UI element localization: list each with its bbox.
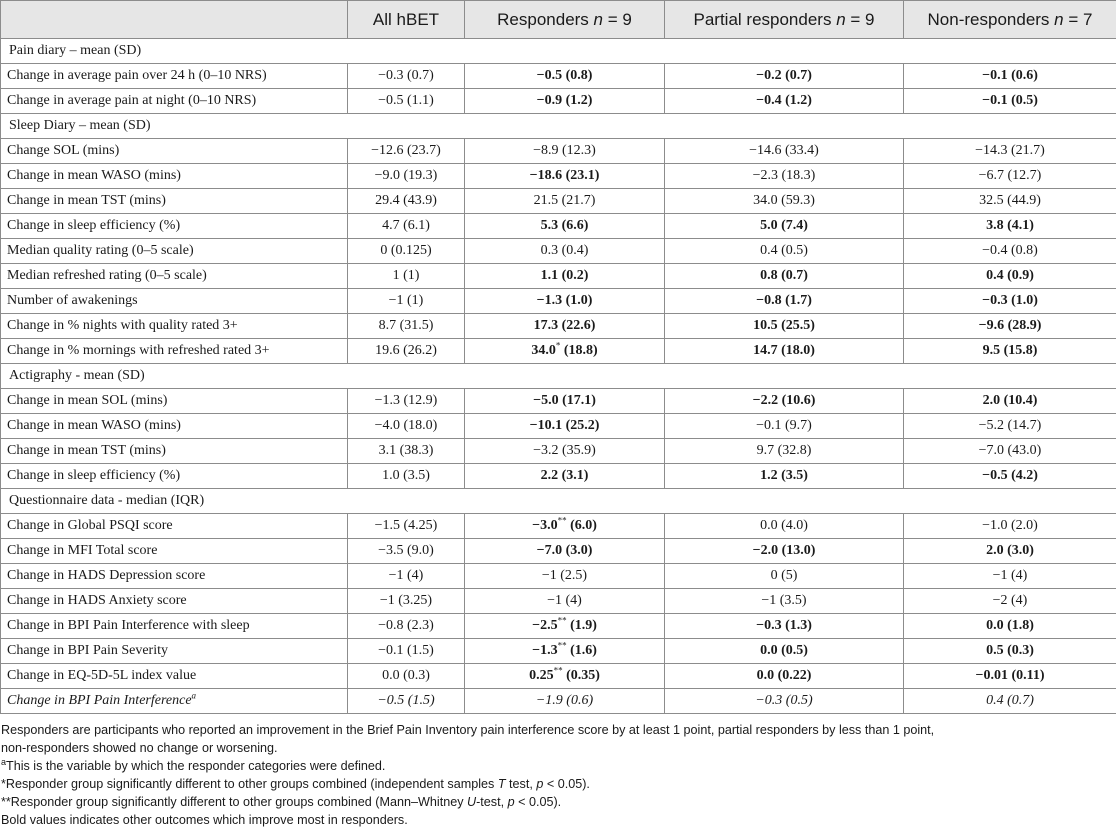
- cell-non-responders: −0.5 (4.2): [904, 464, 1116, 489]
- cell-non-responders: 3.8 (4.1): [904, 214, 1116, 239]
- cell-responders: −1 (4): [465, 589, 665, 614]
- header-partial-responders: Partial responders n = 9: [665, 1, 904, 39]
- row-label: Change in HADS Depression score: [1, 564, 348, 589]
- section-row: [1, 489, 1116, 514]
- row-label: Median quality rating (0–5 scale): [1, 239, 348, 264]
- cell-all-hbet: 4.7 (6.1): [348, 214, 465, 239]
- cell-all-hbet: −1.5 (4.25): [348, 514, 465, 539]
- table-row: [1, 464, 1116, 489]
- cell-responders: −3.2 (35.9): [465, 439, 665, 464]
- row-label: Change in % nights with quality rated 3+: [1, 314, 348, 339]
- row-label: Change in sleep efficiency (%): [1, 214, 348, 239]
- cell-partial-responders: 10.5 (25.5): [665, 314, 904, 339]
- table-row: [1, 639, 1116, 664]
- row-label: Change in mean TST (mins): [1, 439, 348, 464]
- cell-non-responders: −5.2 (14.7): [904, 414, 1116, 439]
- cell-responders: −1.3 (1.0): [465, 289, 665, 314]
- table-row: [1, 664, 1116, 689]
- cell-responders: −7.0 (3.0): [465, 539, 665, 564]
- table-row: [1, 614, 1116, 639]
- row-label: Change in % mornings with refreshed rated 3+: [1, 339, 348, 364]
- section-title: Pain diary – mean (SD): [1, 39, 1116, 64]
- cell-non-responders: −2 (4): [904, 589, 1116, 614]
- table-row: [1, 189, 1116, 214]
- cell-partial-responders: −0.8 (1.7): [665, 289, 904, 314]
- cell-responders: 17.3 (22.6): [465, 314, 665, 339]
- table-row: [1, 539, 1116, 564]
- cell-partial-responders: 5.0 (7.4): [665, 214, 904, 239]
- cell-responders: 0.3 (0.4): [465, 239, 665, 264]
- row-label: Change in mean WASO (mins): [1, 414, 348, 439]
- section-row: [1, 114, 1116, 139]
- footnote-a: $^a$This is the variable by which the responder categories were defined.: [1, 756, 386, 773]
- cell-non-responders: 9.5 (15.8): [904, 339, 1116, 364]
- header-row: [1, 1, 1116, 39]
- cell-all-hbet: 0 (0.125): [348, 239, 465, 264]
- cell-partial-responders: 0.8 (0.7): [665, 264, 904, 289]
- row-label: Median refreshed rating (0–5 scale): [1, 264, 348, 289]
- footnotes: [0, 714, 1116, 829]
- row-label: Change in BPI Pain Severity: [1, 639, 348, 664]
- cell-partial-responders: −0.3 (1.3): [665, 614, 904, 639]
- header-non-responders: Non-responders n = 7: [904, 1, 1116, 39]
- table-row: [1, 264, 1116, 289]
- footnote-definition-line1: Responders are participants who reported an improvement in the Brief Pain Inventory pain interference score by at least 1 point, partial responders by less than 1 point,: [1, 723, 935, 737]
- header-responders: Responders n = 9: [465, 1, 665, 39]
- table-row: [1, 239, 1116, 264]
- cell-non-responders: 32.5 (44.9): [904, 189, 1116, 214]
- row-label: Number of awakenings: [1, 289, 348, 314]
- cell-partial-responders: −2.2 (10.6): [665, 389, 904, 414]
- cell-responders: 0.25** (0.35): [465, 664, 665, 689]
- cell-non-responders: −14.3 (21.7): [904, 139, 1116, 164]
- cell-responders: −0.9 (1.2): [465, 89, 665, 114]
- cell-all-hbet: −1.3 (12.9): [348, 389, 465, 414]
- cell-partial-responders: 1.2 (3.5): [665, 464, 904, 489]
- table-row: [1, 439, 1116, 464]
- cell-all-hbet: −9.0 (19.3): [348, 164, 465, 189]
- row-label: Change SOL (mins): [1, 139, 348, 164]
- table-body: [1, 39, 1116, 714]
- cell-responders: 2.2 (3.1): [465, 464, 665, 489]
- cell-all-hbet: 8.7 (31.5): [348, 314, 465, 339]
- cell-non-responders: 0.5 (0.3): [904, 639, 1116, 664]
- cell-all-hbet: −1 (3.25): [348, 589, 465, 614]
- cell-partial-responders: −0.1 (9.7): [665, 414, 904, 439]
- table-row: [1, 89, 1116, 114]
- cell-all-hbet: −0.5 (1.5): [348, 689, 465, 714]
- cell-responders: 1.1 (0.2): [465, 264, 665, 289]
- footnote-double-star: **Responder group significantly different to other groups combined (Mann–Whitney U-test, p < 0.05).: [1, 795, 562, 809]
- cell-partial-responders: −0.2 (0.7): [665, 64, 904, 89]
- row-label: Change in average pain at night (0–10 NRS): [1, 89, 348, 114]
- cell-partial-responders: −1 (3.5): [665, 589, 904, 614]
- cell-responders: 21.5 (21.7): [465, 189, 665, 214]
- row-label: Change in EQ-5D-5L index value: [1, 664, 348, 689]
- section-title: Actigraphy - mean (SD): [1, 364, 1116, 389]
- row-label: Change in Global PSQI score: [1, 514, 348, 539]
- cell-non-responders: −1 (4): [904, 564, 1116, 589]
- cell-non-responders: −7.0 (43.0): [904, 439, 1116, 464]
- table-row: [1, 64, 1116, 89]
- cell-all-hbet: −4.0 (18.0): [348, 414, 465, 439]
- cell-responders: 34.0* (18.8): [465, 339, 665, 364]
- row-label: Change in sleep efficiency (%): [1, 464, 348, 489]
- cell-responders: −18.6 (23.1): [465, 164, 665, 189]
- cell-partial-responders: 0.0 (0.22): [665, 664, 904, 689]
- cell-all-hbet: −0.5 (1.1): [348, 89, 465, 114]
- table-row: [1, 339, 1116, 364]
- cell-partial-responders: −0.3 (0.5): [665, 689, 904, 714]
- header-all-hbet: All hBET: [348, 1, 465, 39]
- cell-responders: −8.9 (12.3): [465, 139, 665, 164]
- cell-all-hbet: 1 (1): [348, 264, 465, 289]
- cell-partial-responders: −14.6 (33.4): [665, 139, 904, 164]
- row-label: Change in mean WASO (mins): [1, 164, 348, 189]
- row-label: Change in BPI Pain Interference$^a$: [1, 689, 348, 714]
- cell-all-hbet: 0.0 (0.3): [348, 664, 465, 689]
- cell-all-hbet: 29.4 (43.9): [348, 189, 465, 214]
- table-row: [1, 514, 1116, 539]
- table-row: [1, 139, 1116, 164]
- cell-non-responders: −9.6 (28.9): [904, 314, 1116, 339]
- cell-non-responders: 2.0 (10.4): [904, 389, 1116, 414]
- cell-all-hbet: −1 (4): [348, 564, 465, 589]
- table-row: [1, 314, 1116, 339]
- cell-non-responders: 0.4 (0.7): [904, 689, 1116, 714]
- table-row-defining-variable: [1, 689, 1116, 714]
- cell-partial-responders: 0.0 (4.0): [665, 514, 904, 539]
- cell-non-responders: −6.7 (12.7): [904, 164, 1116, 189]
- footnote-definition-line2: non-responders showed no change or worsening.: [1, 741, 278, 755]
- cell-all-hbet: −0.1 (1.5): [348, 639, 465, 664]
- section-title: Sleep Diary – mean (SD): [1, 114, 1116, 139]
- row-label: Change in BPI Pain Interference with sleep: [1, 614, 348, 639]
- table-row: [1, 414, 1116, 439]
- row-label: Change in mean TST (mins): [1, 189, 348, 214]
- cell-non-responders: −0.4 (0.8): [904, 239, 1116, 264]
- row-label: Change in mean SOL (mins): [1, 389, 348, 414]
- table-row: [1, 164, 1116, 189]
- cell-all-hbet: 3.1 (38.3): [348, 439, 465, 464]
- cell-non-responders: −0.1 (0.6): [904, 64, 1116, 89]
- footnote-bold-values: Bold values indicates other outcomes which improve most in responders.: [1, 813, 408, 827]
- table-row: [1, 589, 1116, 614]
- cell-all-hbet: −0.3 (0.7): [348, 64, 465, 89]
- cell-all-hbet: −1 (1): [348, 289, 465, 314]
- row-label: Change in average pain over 24 h (0–10 NRS): [1, 64, 348, 89]
- cell-partial-responders: −2.0 (13.0): [665, 539, 904, 564]
- cell-responders: 5.3 (6.6): [465, 214, 665, 239]
- table-row: [1, 564, 1116, 589]
- cell-partial-responders: 0.0 (0.5): [665, 639, 904, 664]
- row-label: Change in MFI Total score: [1, 539, 348, 564]
- table-row: [1, 214, 1116, 239]
- cell-non-responders: −0.01 (0.11): [904, 664, 1116, 689]
- cell-partial-responders: 14.7 (18.0): [665, 339, 904, 364]
- cell-non-responders: 0.4 (0.9): [904, 264, 1116, 289]
- section-row: [1, 364, 1116, 389]
- cell-responders: −1 (2.5): [465, 564, 665, 589]
- cell-all-hbet: −12.6 (23.7): [348, 139, 465, 164]
- cell-partial-responders: −0.4 (1.2): [665, 89, 904, 114]
- cell-partial-responders: 9.7 (32.8): [665, 439, 904, 464]
- cell-non-responders: −0.3 (1.0): [904, 289, 1116, 314]
- cell-responders: −1.3** (1.6): [465, 639, 665, 664]
- cell-responders: −3.0** (6.0): [465, 514, 665, 539]
- table-row: [1, 389, 1116, 414]
- cell-non-responders: 0.0 (1.8): [904, 614, 1116, 639]
- cell-all-hbet: 19.6 (26.2): [348, 339, 465, 364]
- cell-non-responders: 2.0 (3.0): [904, 539, 1116, 564]
- section-row: [1, 39, 1116, 64]
- row-label: Change in HADS Anxiety score: [1, 589, 348, 614]
- footnote-single-star: *Responder group significantly different to other groups combined (independent samples T test, p < 0.05).: [1, 777, 590, 791]
- cell-responders: −0.5 (0.8): [465, 64, 665, 89]
- cell-partial-responders: 0.4 (0.5): [665, 239, 904, 264]
- cell-all-hbet: −0.8 (2.3): [348, 614, 465, 639]
- cell-non-responders: −1.0 (2.0): [904, 514, 1116, 539]
- cell-partial-responders: 34.0 (59.3): [665, 189, 904, 214]
- cell-partial-responders: 0 (5): [665, 564, 904, 589]
- cell-all-hbet: −3.5 (9.0): [348, 539, 465, 564]
- cell-responders: −2.5** (1.9): [465, 614, 665, 639]
- table-row: [1, 289, 1116, 314]
- header-label-cell: [1, 1, 348, 39]
- cell-all-hbet: 1.0 (3.5): [348, 464, 465, 489]
- cell-non-responders: −0.1 (0.5): [904, 89, 1116, 114]
- cell-responders: −1.9 (0.6): [465, 689, 665, 714]
- cell-responders: −5.0 (17.1): [465, 389, 665, 414]
- cell-responders: −10.1 (25.2): [465, 414, 665, 439]
- cell-partial-responders: −2.3 (18.3): [665, 164, 904, 189]
- section-title: Questionnaire data - median (IQR): [1, 489, 1116, 514]
